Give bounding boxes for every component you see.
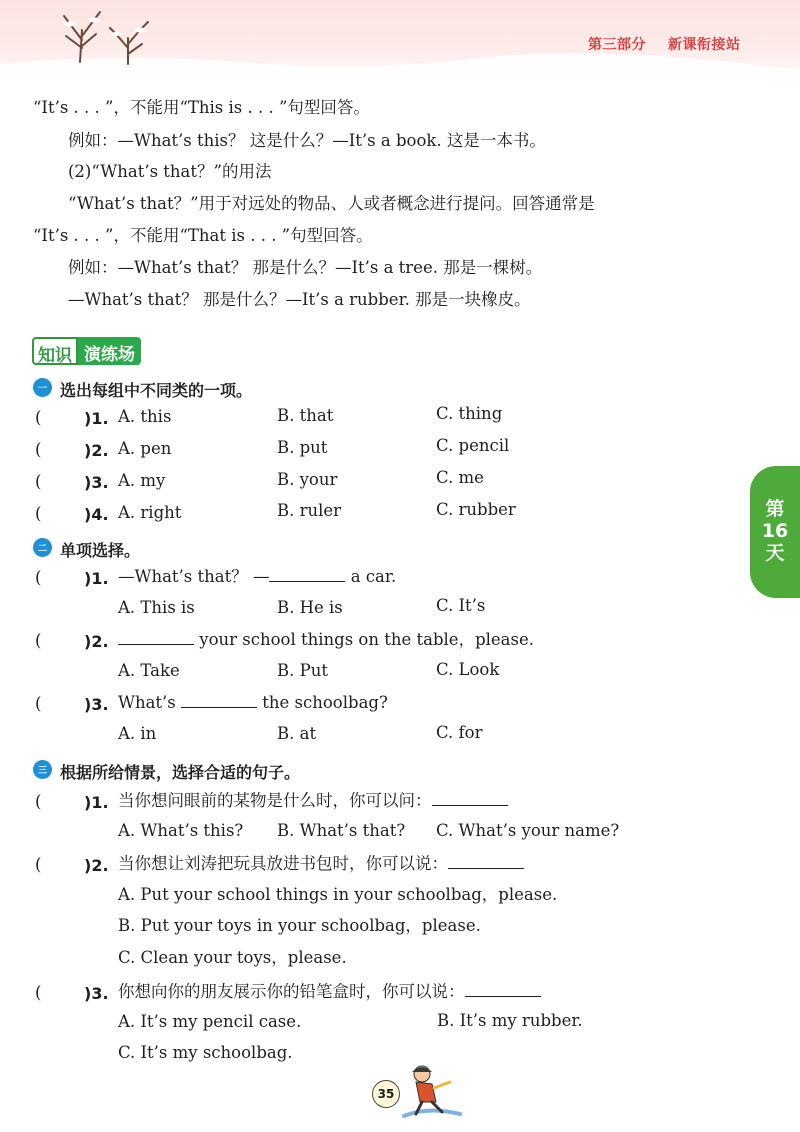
question-number: )3. (84, 695, 109, 714)
page-header (0, 0, 800, 90)
answer-blank[interactable] (465, 983, 541, 997)
option-a: A. Put your school things in your schoolbag，please. (118, 885, 558, 904)
answer-blank[interactable] (432, 792, 508, 806)
banner-right: 演练场 (78, 337, 141, 365)
option-a: A. It’s my pencil case. (118, 1012, 302, 1031)
question-number: )1. (84, 793, 109, 812)
answer-paren[interactable]: ( (35, 694, 42, 713)
question-number: )1. (84, 409, 109, 428)
option-c: C. me (436, 468, 484, 487)
answer-paren[interactable]: ( (35, 472, 42, 491)
option-a: A. right (118, 503, 182, 522)
question-number: )2. (84, 441, 109, 460)
section-2-title: 单项选择。 (60, 541, 141, 560)
option-a: A. pen (118, 439, 172, 458)
section-3-title: 根据所给情景，选择合适的句子。 (60, 763, 301, 782)
section-1-title: 选出每组中不同类的一项。 (60, 381, 253, 400)
option-a: A. my (118, 471, 166, 490)
day-tab-number: 16 (761, 520, 789, 543)
answer-blank[interactable] (448, 855, 524, 869)
answer-paren[interactable]: ( (35, 983, 42, 1002)
option-a: A. What’s this? (118, 821, 244, 840)
answer-paren[interactable]: ( (35, 855, 42, 874)
section-3-badge: 三 (33, 760, 52, 779)
intro-line-6: 例如：—What’s that？ 那是什么？—It’s a tree. 那是一棵树。 (68, 258, 543, 277)
option-a: A. This is (118, 598, 195, 617)
option-a: A. Take (118, 661, 180, 680)
intro-line-4: “What’s that？”用于对远处的物品、人或者概念进行提问。回答通常是 (68, 194, 595, 213)
question-number: )1. (84, 569, 109, 588)
question-stem: 当你想让刘涛把玩具放进书包时，你可以说： (118, 855, 524, 873)
question-stem: your school things on the table，please. (118, 631, 534, 649)
option-b: B. that (277, 406, 334, 425)
option-b: B. put (277, 438, 328, 457)
question-number: )3. (84, 984, 109, 1003)
practice-banner (32, 337, 141, 365)
option-b: B. Put your toys in your schoolbag，please. (118, 916, 481, 935)
option-b: B. It’s my rubber. (437, 1011, 583, 1030)
answer-paren[interactable]: ( (35, 440, 42, 459)
answer-blank[interactable] (269, 568, 345, 582)
intro-line-3: (2)“What’s that？”的用法 (68, 162, 272, 181)
answer-blank[interactable] (181, 694, 257, 708)
intro-line-5: “It’s . . . ”，不能用“That is . . . ”句型回答。 (33, 226, 373, 245)
intro-line-1: “It’s . . . ”，不能用“This is . . . ”句型回答。 (33, 98, 370, 117)
question-stem: What’s the schoolbag? (118, 693, 388, 712)
option-b: B. What’s that? (277, 821, 406, 840)
header-unit-label: 新课衔接站 (668, 37, 741, 53)
answer-paren[interactable]: ( (35, 504, 42, 523)
question-stem: —What’s that？ — a car. (118, 567, 397, 586)
day-tab-suffix: 天 (765, 541, 785, 564)
option-c: C. Clean your toys，please. (118, 948, 347, 967)
intro-line-2: 例如：—What’s this？ 这是什么？—It’s a book. 这是一本书。 (68, 131, 546, 150)
option-c: C. It’s (436, 596, 486, 615)
question-stem: 当你想问眼前的某物是什么时，你可以问： (118, 792, 508, 810)
option-b: B. He is (277, 598, 343, 617)
banner-left: 知识 (32, 337, 78, 365)
option-c: C. thing (436, 404, 503, 423)
option-c: C. Look (436, 660, 500, 679)
option-c: C. It’s my schoolbag. (118, 1043, 293, 1062)
option-c: C. pencil (436, 436, 510, 455)
answer-paren[interactable]: ( (35, 408, 42, 427)
question-number: )4. (84, 505, 109, 524)
option-b: B. at (277, 724, 317, 743)
question-number: )2. (84, 856, 109, 875)
section-1-badge: 一 (33, 378, 52, 397)
option-c: C. for (436, 723, 483, 742)
section-2-badge: 二 (33, 538, 52, 557)
answer-paren[interactable]: ( (35, 792, 42, 811)
answer-blank[interactable] (118, 631, 194, 645)
day-tab (750, 466, 800, 598)
question-number: )2. (84, 632, 109, 651)
option-a: A. this (118, 407, 172, 426)
header-section-label: 第三部分 (588, 37, 646, 53)
option-b: B. Put (277, 661, 328, 680)
option-b: B. ruler (277, 501, 342, 520)
option-b: B. your (277, 470, 338, 489)
option-c: C. What’s your name? (436, 821, 620, 840)
option-a: A. in (118, 724, 157, 743)
question-number: )3. (84, 473, 109, 492)
option-c: C. rubber (436, 500, 516, 519)
day-tab-prefix: 第 (765, 498, 785, 521)
answer-paren[interactable]: ( (35, 568, 42, 587)
intro-line-7: —What’s that？ 那是什么？—It’s a rubber. 那是一块橡皮。 (68, 290, 531, 309)
question-stem: 你想向你的朋友展示你的铅笔盒时，你可以说： (118, 983, 541, 1001)
page-number: 35 (372, 1080, 400, 1108)
skating-kid-illustration (398, 1062, 468, 1122)
answer-paren[interactable]: ( (35, 631, 42, 650)
